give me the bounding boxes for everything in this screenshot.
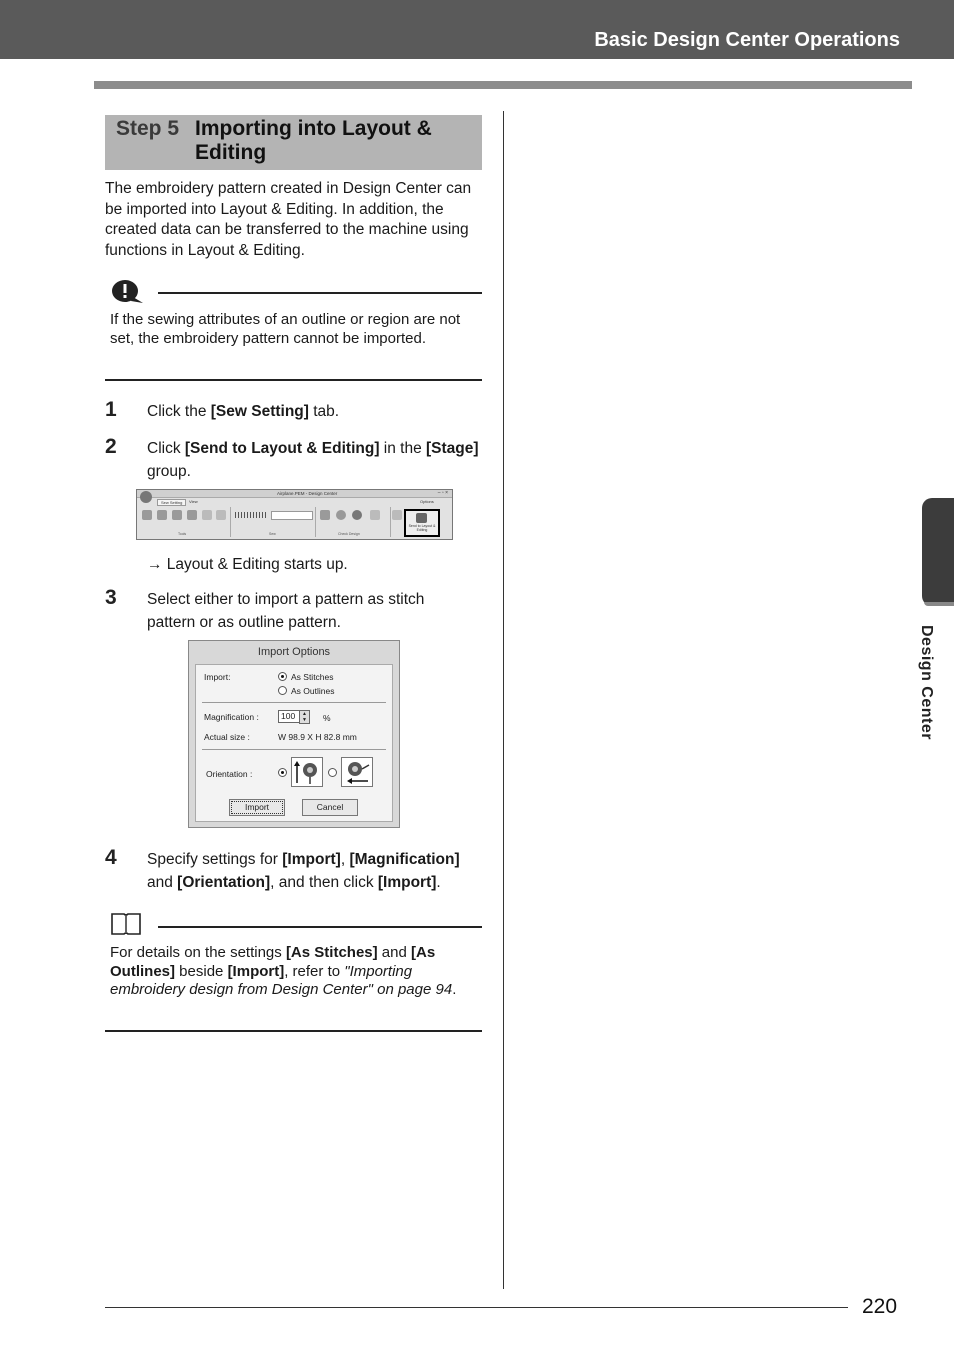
send-to-layout-editing-button bbox=[404, 509, 440, 537]
tab-sew-setting: Sew Setting bbox=[157, 499, 186, 506]
side-tab-shadow bbox=[924, 602, 954, 606]
pan-tool-icon bbox=[216, 510, 226, 520]
step-text: Click the [Sew Setting] tab. bbox=[147, 403, 340, 420]
ribbon-group-check-design bbox=[316, 507, 391, 537]
step-result: → Layout & Editing starts up. bbox=[147, 556, 348, 573]
chapter-side-label: Design Center bbox=[918, 625, 935, 740]
ribbon-group-sew bbox=[231, 507, 316, 537]
orientation-rotated-image bbox=[341, 757, 373, 787]
options-menu: Options bbox=[420, 499, 434, 504]
ribbon-window-title: Airplane.PEM - Design Center bbox=[277, 491, 338, 496]
step-text: Select either to import a pattern as stitch pattern or as outline pattern. bbox=[147, 591, 425, 631]
intro-paragraph: The embroidery pattern created in Design Center can be imported into Layout & Editing. In addition, the created data can be transferred to the machine using functions in Layout & Editing. bbox=[105, 180, 472, 259]
import-label: Import: bbox=[204, 672, 231, 682]
as-outlines-radio bbox=[278, 686, 287, 695]
caution-icon bbox=[111, 280, 145, 304]
cancel-button: Cancel bbox=[302, 799, 358, 816]
ribbon-screenshot bbox=[136, 489, 453, 540]
page-number: 220 bbox=[862, 1295, 898, 1318]
to-figure-icon bbox=[392, 510, 402, 520]
ribbon-group-label: Sew bbox=[269, 532, 276, 536]
app-menu-icon bbox=[140, 491, 152, 503]
book-icon bbox=[110, 911, 142, 937]
import-button: Import bbox=[229, 799, 285, 816]
dialog-title: Import Options bbox=[257, 646, 331, 658]
step-label: Step 5 bbox=[116, 117, 180, 140]
caution-rule bbox=[158, 292, 482, 294]
page-header-title: Basic Design Center Operations bbox=[594, 29, 900, 51]
caution-bottom-rule bbox=[105, 379, 482, 381]
orientation-rotated-radio bbox=[328, 768, 337, 777]
orientation-normal-image bbox=[291, 757, 323, 787]
stitch-type-select bbox=[271, 511, 313, 520]
stamp-tool-icon bbox=[187, 510, 197, 520]
ribbon-title-bar bbox=[137, 490, 452, 498]
line-tool-icon bbox=[157, 510, 167, 520]
step-number: 3 bbox=[105, 586, 117, 609]
magnification-label: Magnification : bbox=[204, 712, 259, 722]
header-rule bbox=[94, 81, 912, 89]
percent-label: % bbox=[323, 713, 331, 723]
chapter-side-tab bbox=[922, 498, 954, 606]
step-number: 1 bbox=[105, 398, 117, 421]
step-text: Specify settings for [Import], [Magnification] and [Orientation], and then click [Import]. bbox=[147, 851, 460, 891]
realistic-preview-icon bbox=[352, 510, 362, 520]
as-stitches-label: As Stitches bbox=[291, 672, 334, 682]
stitch-pattern-icon bbox=[235, 512, 267, 518]
stitch-simulator-icon bbox=[370, 510, 380, 520]
orientation-normal-radio bbox=[278, 768, 287, 777]
window-controls-icon: – ▫ × bbox=[437, 490, 448, 496]
footer-rule bbox=[105, 1307, 848, 1308]
dialog-panel bbox=[195, 664, 393, 822]
tab-view: View bbox=[189, 499, 198, 504]
sewing-order-icon bbox=[320, 510, 330, 520]
region-tool-icon bbox=[142, 510, 152, 520]
memo-page-reference: "Importing embroidery design from Design Center" on page 94 bbox=[110, 962, 453, 998]
send-icon bbox=[416, 513, 427, 523]
dialog-separator bbox=[202, 702, 386, 703]
actual-size-value: W 98.9 X H 82.8 mm bbox=[278, 732, 357, 742]
ribbon-group-tools bbox=[138, 507, 231, 537]
step-number: 4 bbox=[105, 846, 117, 869]
as-stitches-radio bbox=[278, 672, 287, 681]
point-sew-icon bbox=[172, 510, 182, 520]
step-number: 2 bbox=[105, 435, 117, 458]
step-text: Click [Send to Layout & Editing] in the [Stage] group. bbox=[147, 440, 479, 480]
zoom-tool-icon bbox=[202, 510, 212, 520]
memo-bottom-rule bbox=[105, 1030, 482, 1032]
ribbon-group-label: Tools bbox=[178, 532, 187, 536]
caution-text: If the sewing attributes of an outline or region are not set, the embroidery pattern cannot be imported. bbox=[110, 311, 461, 347]
import-options-dialog bbox=[188, 640, 400, 828]
preview-icon bbox=[336, 510, 346, 520]
column-divider bbox=[503, 111, 504, 1289]
memo-rule bbox=[158, 926, 482, 928]
magnification-input: 100 bbox=[278, 710, 306, 723]
actual-size-label: Actual size : bbox=[204, 732, 250, 742]
send-button-label: Send to Layout & Editing bbox=[408, 524, 436, 532]
memo-text: For details on the settings [As Stitches] and [As Outlines] beside [Import], refer to "Importing embroidery design from Design Center" on page 94. bbox=[110, 944, 457, 998]
step-title: Importing into Layout & Editing bbox=[195, 117, 432, 164]
orientation-label: Orientation : bbox=[206, 769, 253, 779]
magnification-spinner-icon: ▲ ▼ bbox=[299, 710, 310, 724]
ribbon-group-label: Check Design bbox=[338, 532, 360, 536]
as-outlines-label: As Outlines bbox=[291, 686, 335, 696]
dialog-separator bbox=[202, 749, 386, 750]
